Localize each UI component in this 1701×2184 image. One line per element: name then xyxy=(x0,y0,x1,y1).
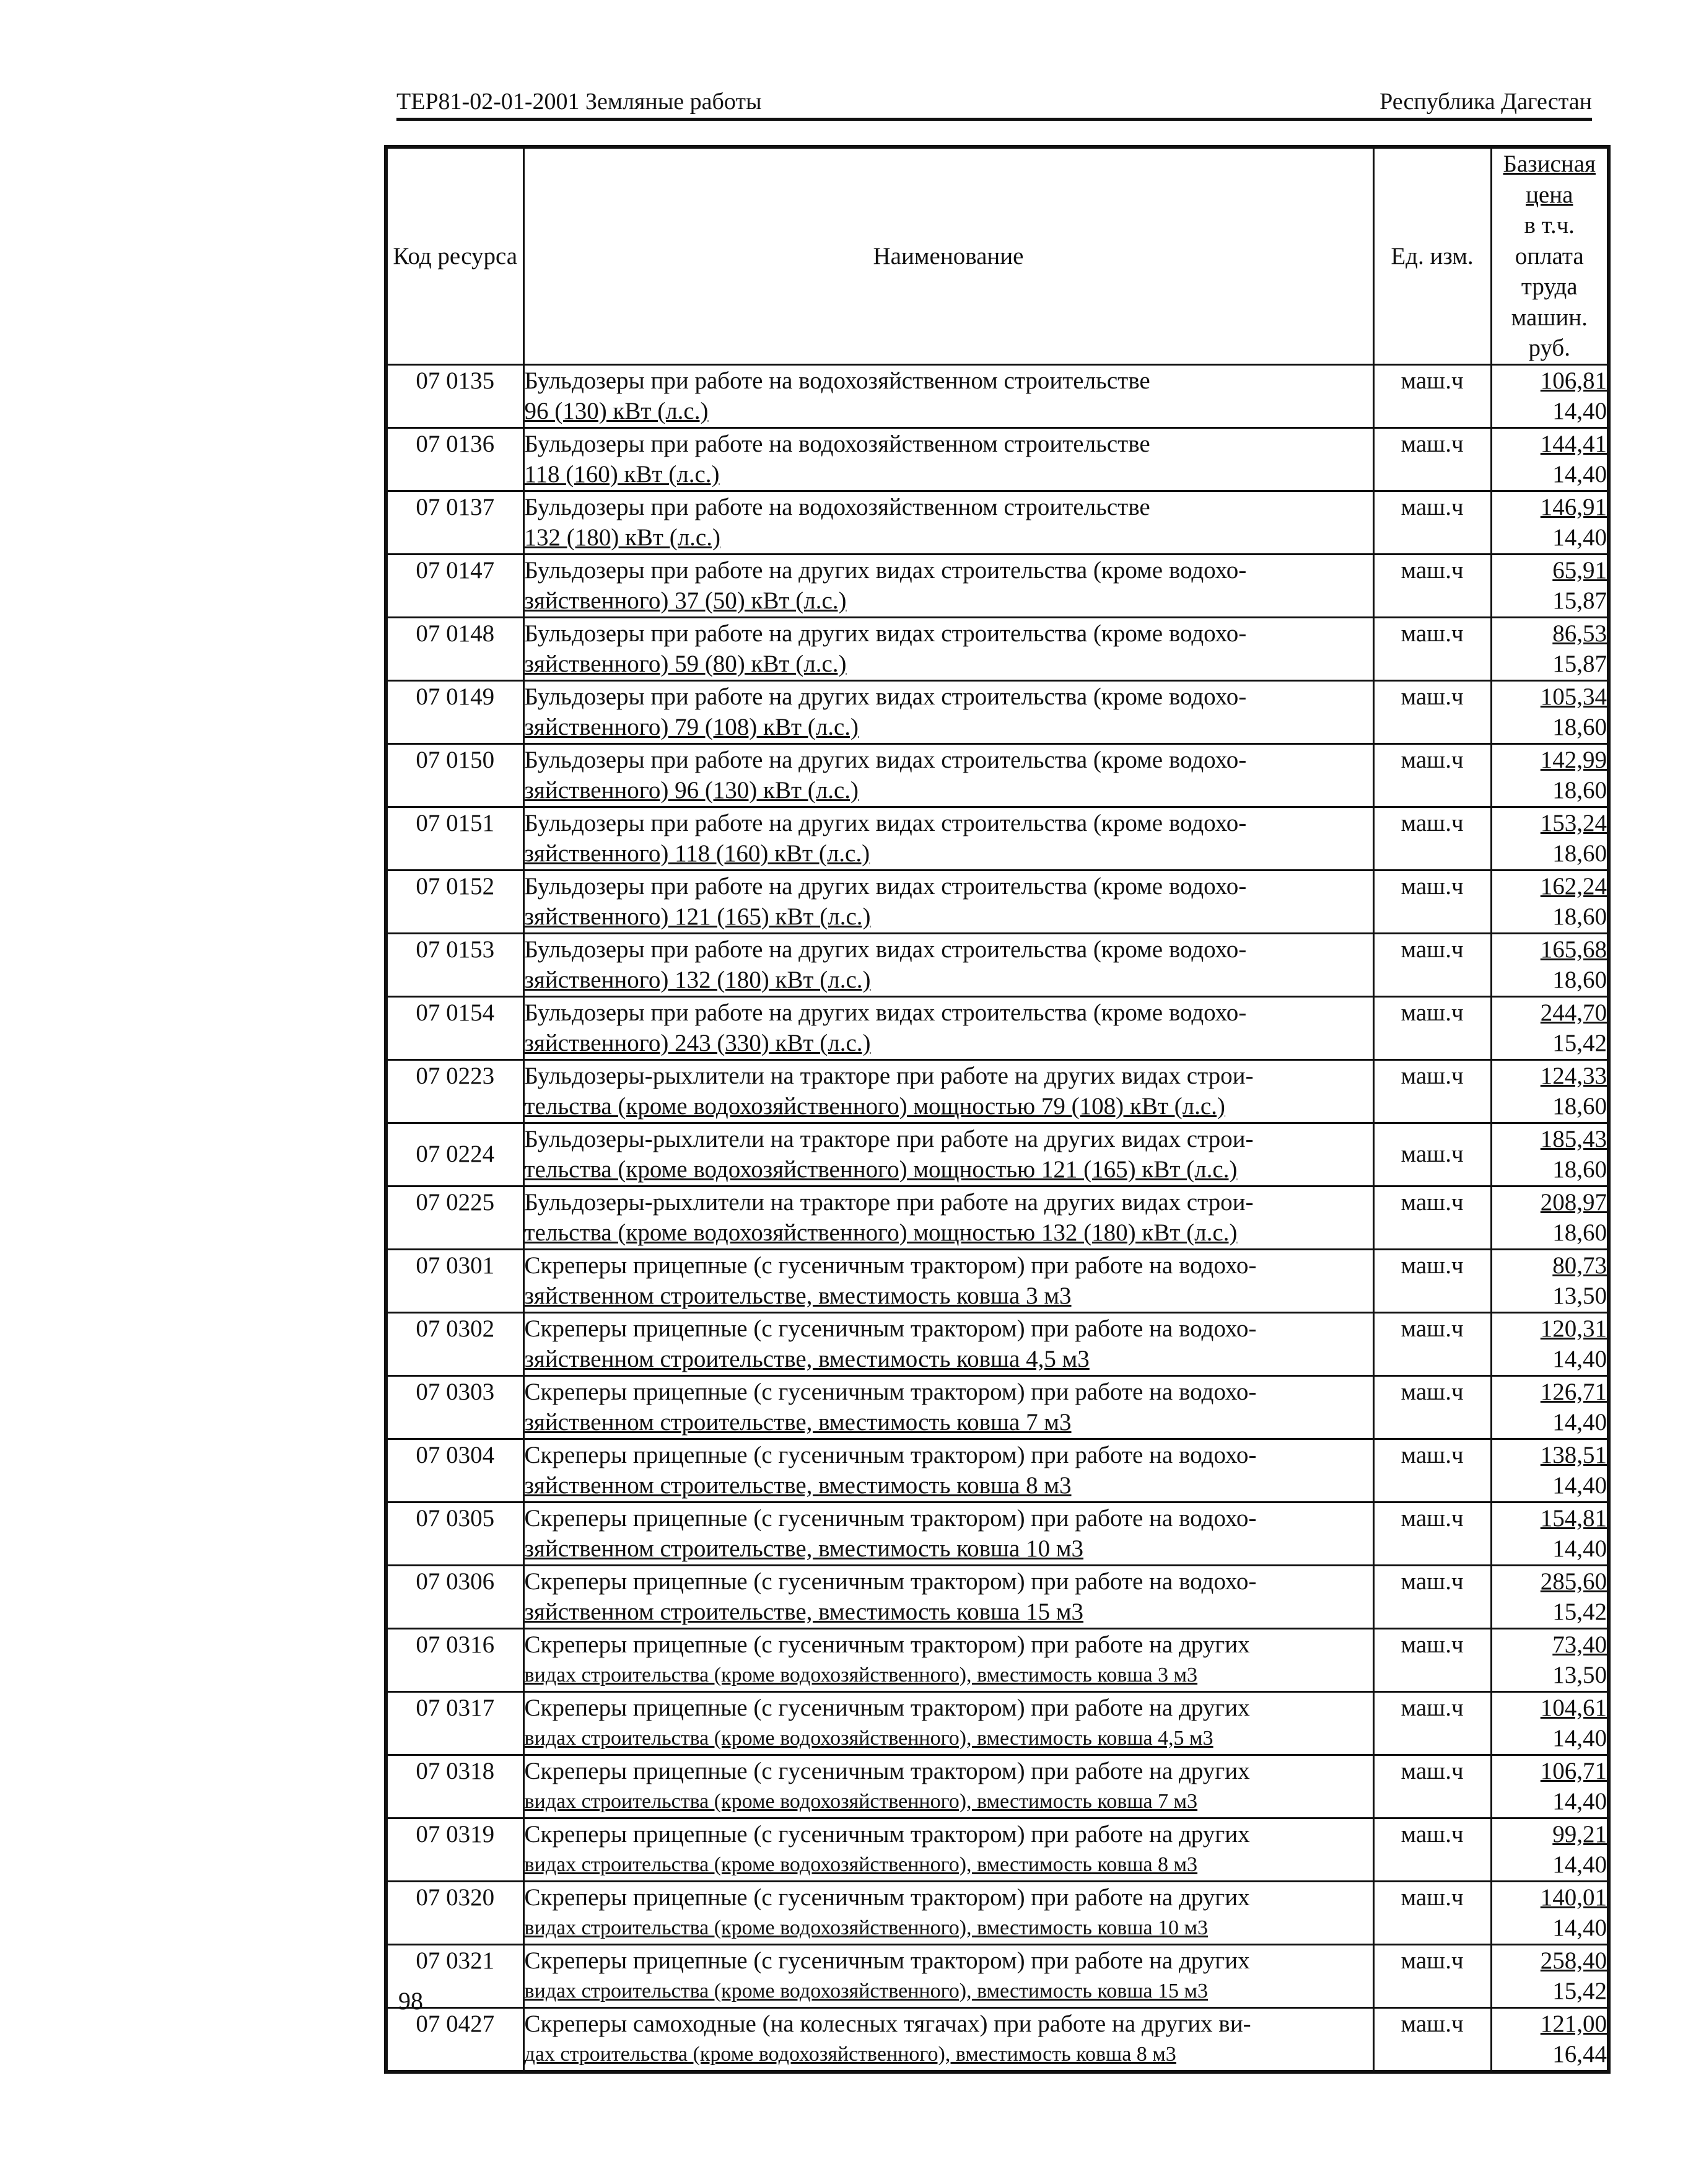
labor-price: 18,60 xyxy=(1552,1219,1607,1246)
resource-name xyxy=(523,1881,1373,1944)
resource-name xyxy=(523,996,1373,1059)
table-row xyxy=(386,1944,1609,2007)
resource-code: 07 0317 xyxy=(386,1691,523,1755)
base-price: 106,71 xyxy=(1540,1757,1607,1784)
resource-name-line-1: Скреперы прицепные (с гусеничным трактором) при работе на других xyxy=(524,1820,1250,1848)
table-row xyxy=(386,870,1609,933)
resource-name-line-2: зяйственном строительстве, вместимость ковша 7 м3 xyxy=(524,1409,1072,1436)
table-row xyxy=(386,554,1609,617)
unit-of-measure: маш.ч xyxy=(1373,933,1491,996)
resource-name-line-2: зяйственном строительстве, вместимость ковша 10 м3 xyxy=(524,1535,1084,1562)
unit-of-measure: маш.ч xyxy=(1373,1755,1491,1818)
resource-name-line-1: Бульдозеры-рыхлители на тракторе при работе на других видах строи- xyxy=(524,1062,1254,1089)
column-header-code: Код ресурса xyxy=(386,147,523,364)
resource-name xyxy=(523,1565,1373,1628)
resource-code: 07 0304 xyxy=(386,1439,523,1502)
base-price: 140,01 xyxy=(1540,1884,1607,1911)
resource-name xyxy=(523,1944,1373,2007)
price-cell xyxy=(1491,743,1609,807)
price-cell xyxy=(1491,1439,1609,1502)
resource-name-line-1: Бульдозеры при работе на водохозяйственном строительстве xyxy=(524,493,1150,520)
base-price: 99,21 xyxy=(1552,1820,1607,1848)
resource-name-line-1: Скреперы прицепные (с гусеничным трактором) при работе на других xyxy=(524,1947,1250,1974)
unit-of-measure: маш.ч xyxy=(1373,870,1491,933)
price-cell xyxy=(1491,1565,1609,1628)
resource-name-line-2: зяйственного) 132 (180) кВт (л.с.) xyxy=(524,967,871,993)
labor-price: 18,60 xyxy=(1552,840,1607,867)
resource-name-line-1: Бульдозеры при работе на других видах строительства (кроме водохо- xyxy=(524,556,1247,584)
base-price: 244,70 xyxy=(1540,999,1607,1026)
resource-code: 07 0153 xyxy=(386,933,523,996)
resource-name-line-2: зяйственного) 79 (108) кВт (л.с.) xyxy=(524,714,859,740)
resource-code: 07 0427 xyxy=(386,2007,523,2072)
price-cell xyxy=(1491,364,1609,428)
resource-name-line-2: видах строительства (кроме водохозяйственного), вместимость ковша 15 м3 xyxy=(524,1980,1209,2002)
table-row xyxy=(386,1123,1609,1186)
table-row xyxy=(386,1249,1609,1312)
resource-code: 07 0302 xyxy=(386,1312,523,1375)
base-price: 73,40 xyxy=(1552,1631,1607,1658)
resource-code: 07 0305 xyxy=(386,1502,523,1565)
price-cell xyxy=(1491,1186,1609,1249)
price-cell xyxy=(1491,933,1609,996)
price-cell xyxy=(1491,491,1609,554)
labor-price: 18,60 xyxy=(1552,777,1607,804)
resource-name-line-1: Бульдозеры при работе на других видах строительства (кроме водохо- xyxy=(524,620,1247,647)
labor-price: 15,87 xyxy=(1552,651,1607,677)
base-price: 105,34 xyxy=(1540,683,1607,710)
resource-code: 07 0301 xyxy=(386,1249,523,1312)
column-header-price xyxy=(1491,147,1609,364)
price-cell xyxy=(1491,1312,1609,1375)
base-price: 120,31 xyxy=(1540,1315,1607,1342)
table-row xyxy=(386,1186,1609,1249)
resource-name-line-2: тельства (кроме водохозяйственного) мощностью 79 (108) кВт (л.с.) xyxy=(524,1093,1225,1120)
price-cell xyxy=(1491,996,1609,1059)
price-cell xyxy=(1491,1881,1609,1944)
resource-code: 07 0150 xyxy=(386,743,523,807)
resource-name xyxy=(523,428,1373,491)
resource-code: 07 0137 xyxy=(386,491,523,554)
price-header-line-4: руб. xyxy=(1528,335,1571,361)
base-price: 86,53 xyxy=(1552,620,1607,647)
resource-name-line-2: дах строительства (кроме водохозяйственного), вместимость ковша 8 м3 xyxy=(524,2043,1176,2066)
resource-code: 07 0151 xyxy=(386,807,523,870)
resource-name xyxy=(523,1123,1373,1186)
resource-code: 07 0149 xyxy=(386,680,523,743)
unit-of-measure: маш.ч xyxy=(1373,1059,1491,1123)
table-row xyxy=(386,1818,1609,1881)
base-price: 285,60 xyxy=(1540,1568,1607,1595)
resource-name-line-2: видах строительства (кроме водохозяйственного), вместимость ковша 7 м3 xyxy=(524,1790,1198,1813)
unit-of-measure: маш.ч xyxy=(1373,2007,1491,2072)
resource-name-line-2: тельства (кроме водохозяйственного) мощностью 132 (180) кВт (л.с.) xyxy=(524,1219,1238,1246)
unit-of-measure: маш.ч xyxy=(1373,1565,1491,1628)
resource-name-line-2: зяйственного) 118 (160) кВт (л.с.) xyxy=(524,840,870,867)
labor-price: 14,40 xyxy=(1552,524,1607,551)
resource-name xyxy=(523,2007,1373,2072)
price-cell xyxy=(1491,1818,1609,1881)
resource-name-line-1: Бульдозеры при работе на водохозяйственном строительстве xyxy=(524,367,1150,394)
unit-of-measure: маш.ч xyxy=(1373,1439,1491,1502)
resource-code: 07 0154 xyxy=(386,996,523,1059)
resource-code: 07 0148 xyxy=(386,617,523,680)
base-price: 165,68 xyxy=(1540,936,1607,963)
resource-name xyxy=(523,870,1373,933)
unit-of-measure: маш.ч xyxy=(1373,364,1491,428)
resource-name-line-2: зяйственного) 121 (165) кВт (л.с.) xyxy=(524,903,871,930)
resource-code: 07 0319 xyxy=(386,1818,523,1881)
labor-price: 14,40 xyxy=(1552,1788,1607,1815)
resource-name xyxy=(523,1502,1373,1565)
labor-price: 18,60 xyxy=(1552,1156,1607,1183)
labor-price: 14,40 xyxy=(1552,1346,1607,1372)
resource-name xyxy=(523,1375,1373,1439)
labor-price: 14,40 xyxy=(1552,1725,1607,1752)
resource-code: 07 0224 xyxy=(386,1123,523,1186)
labor-price: 18,60 xyxy=(1552,903,1607,930)
unit-of-measure: маш.ч xyxy=(1373,1944,1491,2007)
unit-of-measure: маш.ч xyxy=(1373,1502,1491,1565)
labor-price: 14,40 xyxy=(1552,1472,1607,1499)
resource-name-line-2: зяйственного) 96 (130) кВт (л.с.) xyxy=(524,777,859,804)
table-row xyxy=(386,1691,1609,1755)
price-cell xyxy=(1491,1375,1609,1439)
unit-of-measure: маш.ч xyxy=(1373,491,1491,554)
resource-name-line-2: 96 (130) кВт (л.с.) xyxy=(524,398,709,424)
unit-of-measure: маш.ч xyxy=(1373,996,1491,1059)
resource-code: 07 0306 xyxy=(386,1565,523,1628)
table-row xyxy=(386,1881,1609,1944)
labor-price: 13,50 xyxy=(1552,1662,1607,1688)
base-price: 104,61 xyxy=(1540,1694,1607,1721)
resource-name-line-1: Бульдозеры-рыхлители на тракторе при работе на других видах строи- xyxy=(524,1188,1254,1216)
base-price: 146,91 xyxy=(1540,493,1607,520)
resource-name-line-1: Бульдозеры-рыхлители на тракторе при работе на других видах строи- xyxy=(524,1125,1254,1152)
resource-code: 07 0316 xyxy=(386,1628,523,1691)
resource-name-line-1: Бульдозеры при работе на других видах строительства (кроме водохо- xyxy=(524,809,1247,836)
unit-of-measure: маш.ч xyxy=(1373,1628,1491,1691)
labor-price: 15,42 xyxy=(1552,1978,1607,2004)
page-number: 98 xyxy=(398,1987,423,2015)
price-header-line-2: в т.ч. оплата xyxy=(1515,212,1584,270)
base-price: 121,00 xyxy=(1540,2010,1607,2037)
resource-name xyxy=(523,1755,1373,1818)
resource-name-line-1: Бульдозеры при работе на других видах строительства (кроме водохо- xyxy=(524,936,1247,963)
resource-name-line-1: Скреперы прицепные (с гусеничным трактором) при работе на водохо- xyxy=(524,1315,1257,1342)
table-body xyxy=(386,364,1609,2072)
base-price: 106,81 xyxy=(1540,367,1607,394)
price-header-line-3: труда машин. xyxy=(1511,273,1588,331)
base-price: 258,40 xyxy=(1540,1947,1607,1974)
price-cell xyxy=(1491,807,1609,870)
resource-name-line-1: Скреперы прицепные (с гусеничным трактором) при работе на водохо- xyxy=(524,1441,1257,1468)
resource-name xyxy=(523,1186,1373,1249)
resource-name xyxy=(523,680,1373,743)
resource-code: 07 0147 xyxy=(386,554,523,617)
unit-of-measure: маш.ч xyxy=(1373,1312,1491,1375)
price-cell xyxy=(1491,1123,1609,1186)
resource-name xyxy=(523,1312,1373,1375)
table-row xyxy=(386,1755,1609,1818)
table-row xyxy=(386,428,1609,491)
price-cell xyxy=(1491,554,1609,617)
resource-name xyxy=(523,364,1373,428)
unit-of-measure: маш.ч xyxy=(1373,680,1491,743)
resource-name-line-2: зяйственного) 243 (330) кВт (л.с.) xyxy=(524,1030,871,1056)
price-cell xyxy=(1491,1059,1609,1123)
price-cell xyxy=(1491,870,1609,933)
table-row xyxy=(386,1375,1609,1439)
resource-name xyxy=(523,743,1373,807)
column-header-name: Наименование xyxy=(523,147,1373,364)
table-row xyxy=(386,1059,1609,1123)
resource-name-line-1: Скреперы прицепные (с гусеничным трактором) при работе на водохо- xyxy=(524,1378,1257,1405)
resource-name xyxy=(523,617,1373,680)
document-title: ТЕР81-02-01-2001 Земляные работы xyxy=(396,89,762,115)
resource-name-line-2: видах строительства (кроме водохозяйственного), вместимость ковша 3 м3 xyxy=(524,1664,1198,1686)
resource-code: 07 0318 xyxy=(386,1755,523,1818)
resource-name-line-1: Скреперы прицепные (с гусеничным трактором) при работе на водохо- xyxy=(524,1504,1257,1532)
resource-name-line-1: Скреперы самоходные (на колесных тягачах) при работе на других ви- xyxy=(524,2010,1251,2037)
price-cell xyxy=(1491,428,1609,491)
resource-name-line-2: зяйственном строительстве, вместимость ковша 3 м3 xyxy=(524,1283,1072,1309)
resource-name-line-2: тельства (кроме водохозяйственного) мощностью 121 (165) кВт (л.с.) xyxy=(524,1156,1238,1183)
resource-name-line-2: зяйственном строительстве, вместимость ковша 15 м3 xyxy=(524,1599,1084,1625)
table-row xyxy=(386,1439,1609,1502)
labor-price: 15,87 xyxy=(1552,587,1607,614)
resource-name-line-2: зяйственного) 59 (80) кВт (л.с.) xyxy=(524,651,847,677)
resource-code: 07 0303 xyxy=(386,1375,523,1439)
unit-of-measure: маш.ч xyxy=(1373,743,1491,807)
table-row xyxy=(386,1565,1609,1628)
unit-of-measure: маш.ч xyxy=(1373,1691,1491,1755)
table-row xyxy=(386,364,1609,428)
resource-name xyxy=(523,1691,1373,1755)
table-row xyxy=(386,680,1609,743)
unit-of-measure: маш.ч xyxy=(1373,617,1491,680)
base-price: 80,73 xyxy=(1552,1252,1607,1279)
unit-of-measure: маш.ч xyxy=(1373,1123,1491,1186)
unit-of-measure: маш.ч xyxy=(1373,554,1491,617)
labor-price: 18,60 xyxy=(1552,967,1607,993)
table-row xyxy=(386,1502,1609,1565)
table-row xyxy=(386,933,1609,996)
resource-name xyxy=(523,933,1373,996)
resource-code: 07 0321 xyxy=(386,1944,523,2007)
table-row xyxy=(386,491,1609,554)
resource-name-line-2: зяйственном строительстве, вместимость ковша 4,5 м3 xyxy=(524,1346,1090,1372)
resource-code: 07 0320 xyxy=(386,1881,523,1944)
resource-name-line-1: Скреперы прицепные (с гусеничным трактором) при работе на других xyxy=(524,1884,1250,1911)
resource-name-line-2: видах строительства (кроме водохозяйственного), вместимость ковша 4,5 м3 xyxy=(524,1727,1213,1750)
resource-name xyxy=(523,807,1373,870)
resource-name-line-2: зяйственном строительстве, вместимость ковша 8 м3 xyxy=(524,1472,1072,1499)
labor-price: 18,60 xyxy=(1552,1093,1607,1120)
labor-price: 14,40 xyxy=(1552,398,1607,424)
resource-name-line-1: Скреперы прицепные (с гусеничным трактором) при работе на водохо- xyxy=(524,1252,1257,1279)
table-row xyxy=(386,1628,1609,1691)
price-cell xyxy=(1491,680,1609,743)
resource-name-line-1: Скреперы прицепные (с гусеничным трактором) при работе на других xyxy=(524,1631,1250,1658)
page-header xyxy=(396,79,1592,121)
price-cell xyxy=(1491,1502,1609,1565)
resource-code: 07 0136 xyxy=(386,428,523,491)
base-price: 138,51 xyxy=(1540,1441,1607,1468)
base-price: 154,81 xyxy=(1540,1504,1607,1532)
base-price: 162,24 xyxy=(1540,872,1607,900)
resource-name xyxy=(523,1249,1373,1312)
resource-name-line-1: Бульдозеры при работе на водохозяйственном строительстве xyxy=(524,430,1150,457)
resource-name-line-1: Скреперы прицепные (с гусеничным трактором) при работе на других xyxy=(524,1694,1250,1721)
base-price: 144,41 xyxy=(1540,430,1607,457)
resource-code: 07 0223 xyxy=(386,1059,523,1123)
price-header-line-1: Базисная цена xyxy=(1503,151,1596,208)
labor-price: 14,40 xyxy=(1552,1851,1607,1878)
column-header-unit: Ед. изм. xyxy=(1373,147,1491,364)
base-price: 185,43 xyxy=(1540,1125,1607,1152)
price-cell xyxy=(1491,1249,1609,1312)
resource-name xyxy=(523,1059,1373,1123)
resource-name xyxy=(523,554,1373,617)
resource-name-line-2: видах строительства (кроме водохозяйственного), вместимость ковша 8 м3 xyxy=(524,1853,1198,1876)
resource-name-line-1: Скреперы прицепные (с гусеничным трактором) при работе на других xyxy=(524,1757,1250,1784)
resource-name-line-2: 118 (160) кВт (л.с.) xyxy=(524,461,720,488)
resource-code: 07 0152 xyxy=(386,870,523,933)
resource-name-line-1: Бульдозеры при работе на других видах строительства (кроме водохо- xyxy=(524,999,1247,1026)
resource-price-table xyxy=(384,145,1611,2074)
resource-name xyxy=(523,491,1373,554)
unit-of-measure: маш.ч xyxy=(1373,1881,1491,1944)
base-price: 142,99 xyxy=(1540,746,1607,773)
unit-of-measure: маш.ч xyxy=(1373,428,1491,491)
table-row xyxy=(386,996,1609,1059)
resource-name-line-1: Скреперы прицепные (с гусеничным трактором) при работе на водохо- xyxy=(524,1568,1257,1595)
unit-of-measure: маш.ч xyxy=(1373,1186,1491,1249)
resource-name-line-2: 132 (180) кВт (л.с.) xyxy=(524,524,720,551)
unit-of-measure: маш.ч xyxy=(1373,807,1491,870)
labor-price: 14,40 xyxy=(1552,461,1607,488)
labor-price: 14,40 xyxy=(1552,1409,1607,1436)
price-cell xyxy=(1491,617,1609,680)
price-cell xyxy=(1491,1691,1609,1755)
table-row xyxy=(386,743,1609,807)
table-row xyxy=(386,617,1609,680)
price-cell xyxy=(1491,2007,1609,2072)
labor-price: 15,42 xyxy=(1552,1030,1607,1056)
price-cell xyxy=(1491,1944,1609,2007)
table-row xyxy=(386,807,1609,870)
resource-name xyxy=(523,1818,1373,1881)
base-price: 153,24 xyxy=(1540,809,1607,836)
price-cell xyxy=(1491,1628,1609,1691)
labor-price: 16,44 xyxy=(1552,2041,1607,2068)
region-name: Республика Дагестан xyxy=(1380,89,1592,115)
resource-code: 07 0135 xyxy=(386,364,523,428)
resource-name-line-2: зяйственного) 37 (50) кВт (л.с.) xyxy=(524,587,847,614)
labor-price: 14,40 xyxy=(1552,1535,1607,1562)
table-row xyxy=(386,2007,1609,2072)
base-price: 126,71 xyxy=(1540,1378,1607,1405)
resource-name xyxy=(523,1628,1373,1691)
table-header-row xyxy=(386,147,1609,364)
resource-name xyxy=(523,1439,1373,1502)
base-price: 124,33 xyxy=(1540,1062,1607,1089)
resource-name-line-2: видах строительства (кроме водохозяйственного), вместимость ковша 10 м3 xyxy=(524,1916,1209,1939)
unit-of-measure: маш.ч xyxy=(1373,1249,1491,1312)
resource-name-line-1: Бульдозеры при работе на других видах строительства (кроме водохо- xyxy=(524,746,1247,773)
unit-of-measure: маш.ч xyxy=(1373,1375,1491,1439)
resource-name-line-1: Бульдозеры при работе на других видах строительства (кроме водохо- xyxy=(524,872,1247,900)
labor-price: 13,50 xyxy=(1552,1283,1607,1309)
resource-name-line-1: Бульдозеры при работе на других видах строительства (кроме водохо- xyxy=(524,683,1247,710)
price-cell xyxy=(1491,1755,1609,1818)
labor-price: 18,60 xyxy=(1552,714,1607,740)
resource-code: 07 0225 xyxy=(386,1186,523,1249)
labor-price: 14,40 xyxy=(1552,1914,1607,1941)
table-row xyxy=(386,1312,1609,1375)
labor-price: 15,42 xyxy=(1552,1599,1607,1625)
unit-of-measure: маш.ч xyxy=(1373,1818,1491,1881)
base-price: 208,97 xyxy=(1540,1188,1607,1216)
base-price: 65,91 xyxy=(1552,556,1607,584)
